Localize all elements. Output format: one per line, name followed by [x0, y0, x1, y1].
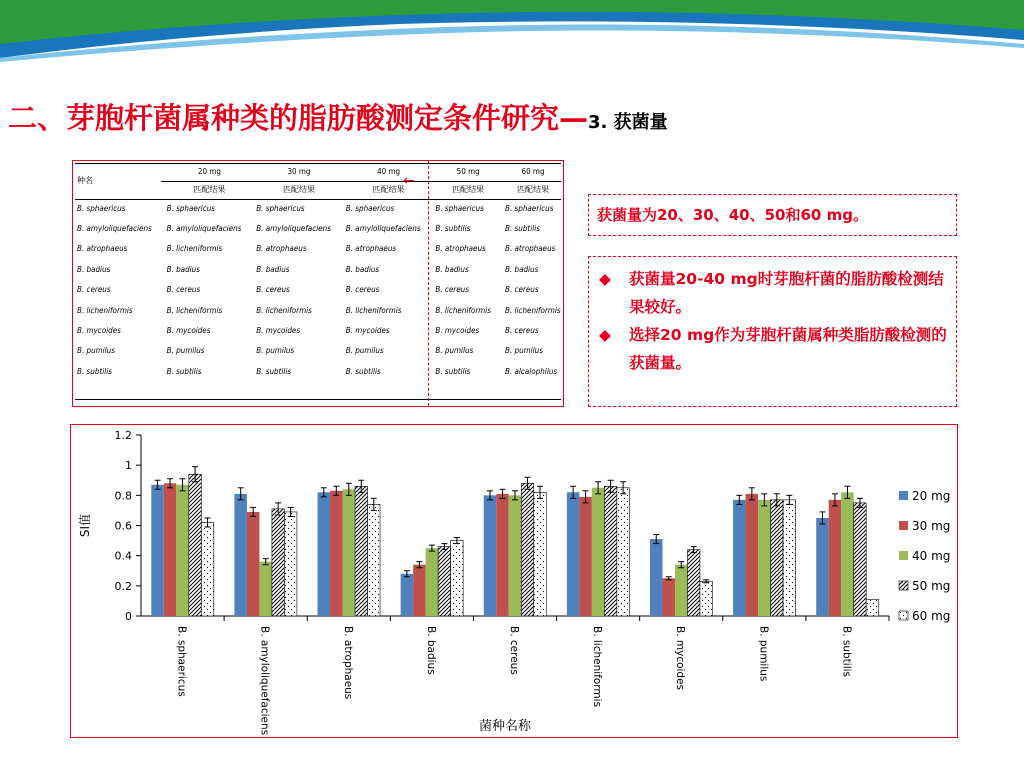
bar	[259, 562, 272, 616]
match-result-cell: B. licheniformis	[505, 305, 561, 315]
match-result-cell: B. subtilis	[505, 224, 540, 234]
bar	[451, 541, 464, 616]
bar	[318, 492, 331, 616]
match-result-cell: B. cereus	[166, 285, 201, 295]
match-result-cell: B. subtilis	[345, 366, 381, 376]
match-result-cell: B. licheniformis	[256, 305, 312, 315]
note-conclusions	[588, 256, 957, 407]
x-category-label: B. sphaericus	[175, 626, 188, 697]
match-result-cell: B. pumilus	[256, 346, 295, 356]
legend-swatch	[899, 551, 908, 560]
legend-swatch	[899, 611, 908, 620]
bar	[592, 488, 605, 616]
legend-swatch	[899, 521, 908, 530]
bar	[343, 489, 356, 616]
species-cell: B. atrophaeus	[77, 244, 128, 254]
match-result-cell: B. cereus	[256, 285, 290, 295]
y-tick-label: 1	[125, 459, 132, 473]
bar	[509, 495, 522, 616]
result-header: 匹配结果	[282, 184, 315, 194]
x-category-label: B. mycoides	[674, 626, 687, 691]
x-category-label: B. badius	[424, 626, 437, 675]
table-rule-bottom	[75, 399, 561, 400]
match-result-cell: B. badius	[256, 264, 290, 274]
note-amounts: 获菌量为20、30、40、50和60 mg。	[588, 194, 957, 236]
bar	[650, 539, 663, 616]
bar	[758, 500, 771, 616]
match-result-cell: B. cereus	[505, 285, 539, 295]
bar	[829, 500, 842, 616]
header-band	[0, 0, 1024, 70]
match-result-cell: B. subtilis	[435, 224, 471, 234]
match-result-cell: B. amyloliquefaciens	[345, 224, 421, 234]
bullet-text: 获菌量20-40 mg时芽胞杆菌的脂肪酸检测结果较好。	[629, 270, 944, 316]
match-result-cell: B. sphaericus	[345, 203, 395, 213]
x-category-label: B. cereus	[508, 626, 520, 675]
match-result-cell: B. licheniformis	[166, 305, 223, 315]
species-cell: B. pumilus	[77, 346, 115, 356]
amount-header: 50 mg	[456, 167, 480, 176]
match-result-cell: B. sphaericus	[505, 203, 554, 213]
bar	[687, 550, 700, 616]
bar	[534, 492, 547, 616]
species-cell: B. licheniformis	[77, 305, 133, 315]
result-header: 匹配结果	[452, 184, 485, 194]
match-result-cell: B. atrophaeus	[435, 244, 486, 254]
bar	[355, 486, 368, 616]
bar	[272, 509, 285, 616]
bar	[567, 492, 580, 616]
bullet-item	[599, 321, 948, 377]
bar	[401, 574, 414, 616]
bar	[841, 492, 854, 616]
match-table	[75, 163, 563, 382]
y-tick-label: 1.2	[114, 429, 132, 442]
bar	[816, 518, 829, 616]
bar	[854, 503, 867, 616]
title-main: 二、芽胞杆菌属种类的脂肪酸测定条件研究—	[8, 101, 589, 135]
legend-label: 40 mg	[912, 549, 951, 563]
match-result-cell: B. sphaericus	[166, 203, 216, 213]
bar	[438, 547, 451, 616]
species-cell: B. badius	[77, 264, 111, 274]
bar	[604, 486, 617, 616]
table-rule-header	[75, 199, 561, 200]
bar	[617, 488, 630, 616]
species-cell: B. mycoides	[77, 326, 121, 336]
match-result-cell: B. licheniformis	[435, 305, 492, 315]
table-row	[75, 280, 563, 300]
bar	[284, 512, 297, 616]
bar	[189, 474, 202, 616]
match-result-cell: B. pumilus	[166, 346, 205, 356]
species-cell: B. subtilis	[77, 366, 112, 376]
legend-label: 60 mg	[912, 609, 951, 623]
bar-chart	[71, 425, 957, 737]
bar	[675, 565, 688, 616]
match-result-cell: B. atrophaeus	[256, 244, 307, 254]
table-row	[75, 361, 563, 381]
y-tick-label: 0.6	[114, 519, 132, 533]
match-result-cell: B. cereus	[345, 285, 380, 295]
result-header: 匹配结果	[193, 184, 226, 194]
table-divider-dashed	[428, 161, 429, 406]
x-axis-label: 菌种名称	[478, 719, 532, 734]
amount-header: 20 mg	[197, 167, 221, 176]
match-result-cell: B. atrophaeus	[345, 244, 397, 254]
bar	[866, 599, 879, 616]
match-result-cell: B. subtilis	[166, 366, 202, 376]
table-rule-mid	[161, 181, 561, 182]
amount-header: 30 mg	[287, 167, 311, 176]
bar	[733, 500, 746, 616]
match-result-cell: B. mycoides	[345, 326, 390, 336]
bar	[413, 565, 426, 616]
match-result-cell: B. amyloliquefaciens	[166, 224, 242, 234]
bar	[234, 494, 247, 616]
match-table-panel	[72, 160, 564, 407]
match-result-cell: B. mycoides	[256, 326, 301, 336]
y-axis-label: SI值	[78, 513, 92, 538]
arrow-left-icon: ←	[403, 173, 415, 189]
match-result-cell: B. badius	[345, 264, 380, 274]
legend-label: 30 mg	[912, 519, 951, 533]
amount-header: 40 mg	[377, 167, 401, 176]
match-result-cell: B. badius	[166, 264, 200, 274]
x-category-label: B. pumilus	[757, 626, 770, 682]
y-tick-label: 0	[125, 610, 132, 623]
bar	[330, 491, 343, 616]
diamond-bullet-icon: ◆	[599, 270, 611, 288]
result-header: 匹配结果	[517, 184, 549, 194]
match-result-cell: B. pumilus	[345, 346, 384, 356]
bar	[151, 485, 164, 616]
match-result-cell: B. cereus	[505, 326, 539, 336]
bar	[201, 522, 214, 616]
y-tick-label: 0.2	[114, 579, 132, 593]
match-result-cell: B. subtilis	[256, 366, 292, 376]
table-row	[75, 300, 563, 320]
match-result-cell: B. sphaericus	[256, 203, 305, 213]
match-result-cell: B. licheniformis	[166, 244, 223, 254]
bar	[700, 581, 713, 616]
chart-panel	[70, 424, 958, 738]
bar	[579, 497, 592, 616]
match-result-cell: B. pumilus	[435, 346, 474, 356]
bar	[368, 504, 381, 616]
bar	[746, 494, 759, 616]
bullet-item	[599, 265, 948, 321]
match-result-cell: B. cereus	[435, 285, 469, 295]
bar	[176, 485, 189, 616]
table-header-amounts	[75, 163, 563, 180]
match-result-cell: B. mycoides	[166, 326, 211, 336]
bar	[426, 548, 439, 616]
y-tick-label: 0.8	[114, 489, 132, 503]
diamond-bullet-icon: ◆	[599, 326, 611, 344]
species-cell: B. sphaericus	[77, 203, 126, 213]
title-sub: 3. 获菌量	[588, 112, 668, 133]
match-result-cell: B. badius	[435, 264, 469, 274]
bar	[164, 483, 177, 616]
bar	[484, 495, 497, 616]
table-row	[75, 259, 563, 279]
page-title	[8, 96, 668, 137]
match-result-cell: B. badius	[505, 264, 539, 274]
table-row	[75, 198, 563, 218]
x-category-label: B. atrophaeus	[341, 626, 354, 700]
x-category-label: B. licheniformis	[591, 626, 604, 708]
bullet-text: 选择20 mg作为芽胞杆菌属种类脂肪酸检测的获菌量。	[629, 326, 947, 372]
table-row	[75, 320, 563, 340]
match-result-cell: B. atrophaeus	[505, 244, 556, 254]
legend-label: 20 mg	[912, 489, 951, 503]
bar	[247, 512, 260, 616]
match-result-cell: B. licheniformis	[345, 305, 402, 315]
table-row	[75, 218, 563, 238]
table-row	[75, 239, 563, 259]
bar	[521, 483, 534, 616]
match-result-cell: B. pumilus	[505, 346, 543, 356]
match-result-cell: B. mycoides	[435, 326, 480, 336]
table-rule-top	[75, 163, 561, 164]
table-row	[75, 341, 563, 361]
legend-label: 50 mg	[912, 579, 951, 593]
bar	[662, 578, 675, 616]
legend-swatch	[899, 491, 908, 500]
x-category-label: B. subtilis	[840, 626, 853, 678]
x-category-label: B. amyloliquefaciens	[258, 626, 271, 736]
match-result-cell: B. alcalophilus	[505, 366, 558, 376]
amount-header: 60 mg	[521, 167, 545, 176]
match-result-cell: B. subtilis	[435, 366, 471, 376]
result-header: 匹配结果	[372, 184, 405, 194]
match-result-cell: B. amyloliquefaciens	[256, 224, 331, 234]
legend-swatch	[899, 581, 908, 590]
species-cell: B. cereus	[77, 285, 111, 295]
bar	[496, 494, 509, 616]
bar	[771, 500, 784, 616]
bar	[783, 500, 796, 616]
match-result-cell: B. sphaericus	[435, 203, 484, 213]
y-tick-label: 0.4	[114, 549, 132, 563]
species-header: 种名	[77, 176, 93, 185]
species-cell: B. amyloliquefaciens	[77, 224, 152, 234]
